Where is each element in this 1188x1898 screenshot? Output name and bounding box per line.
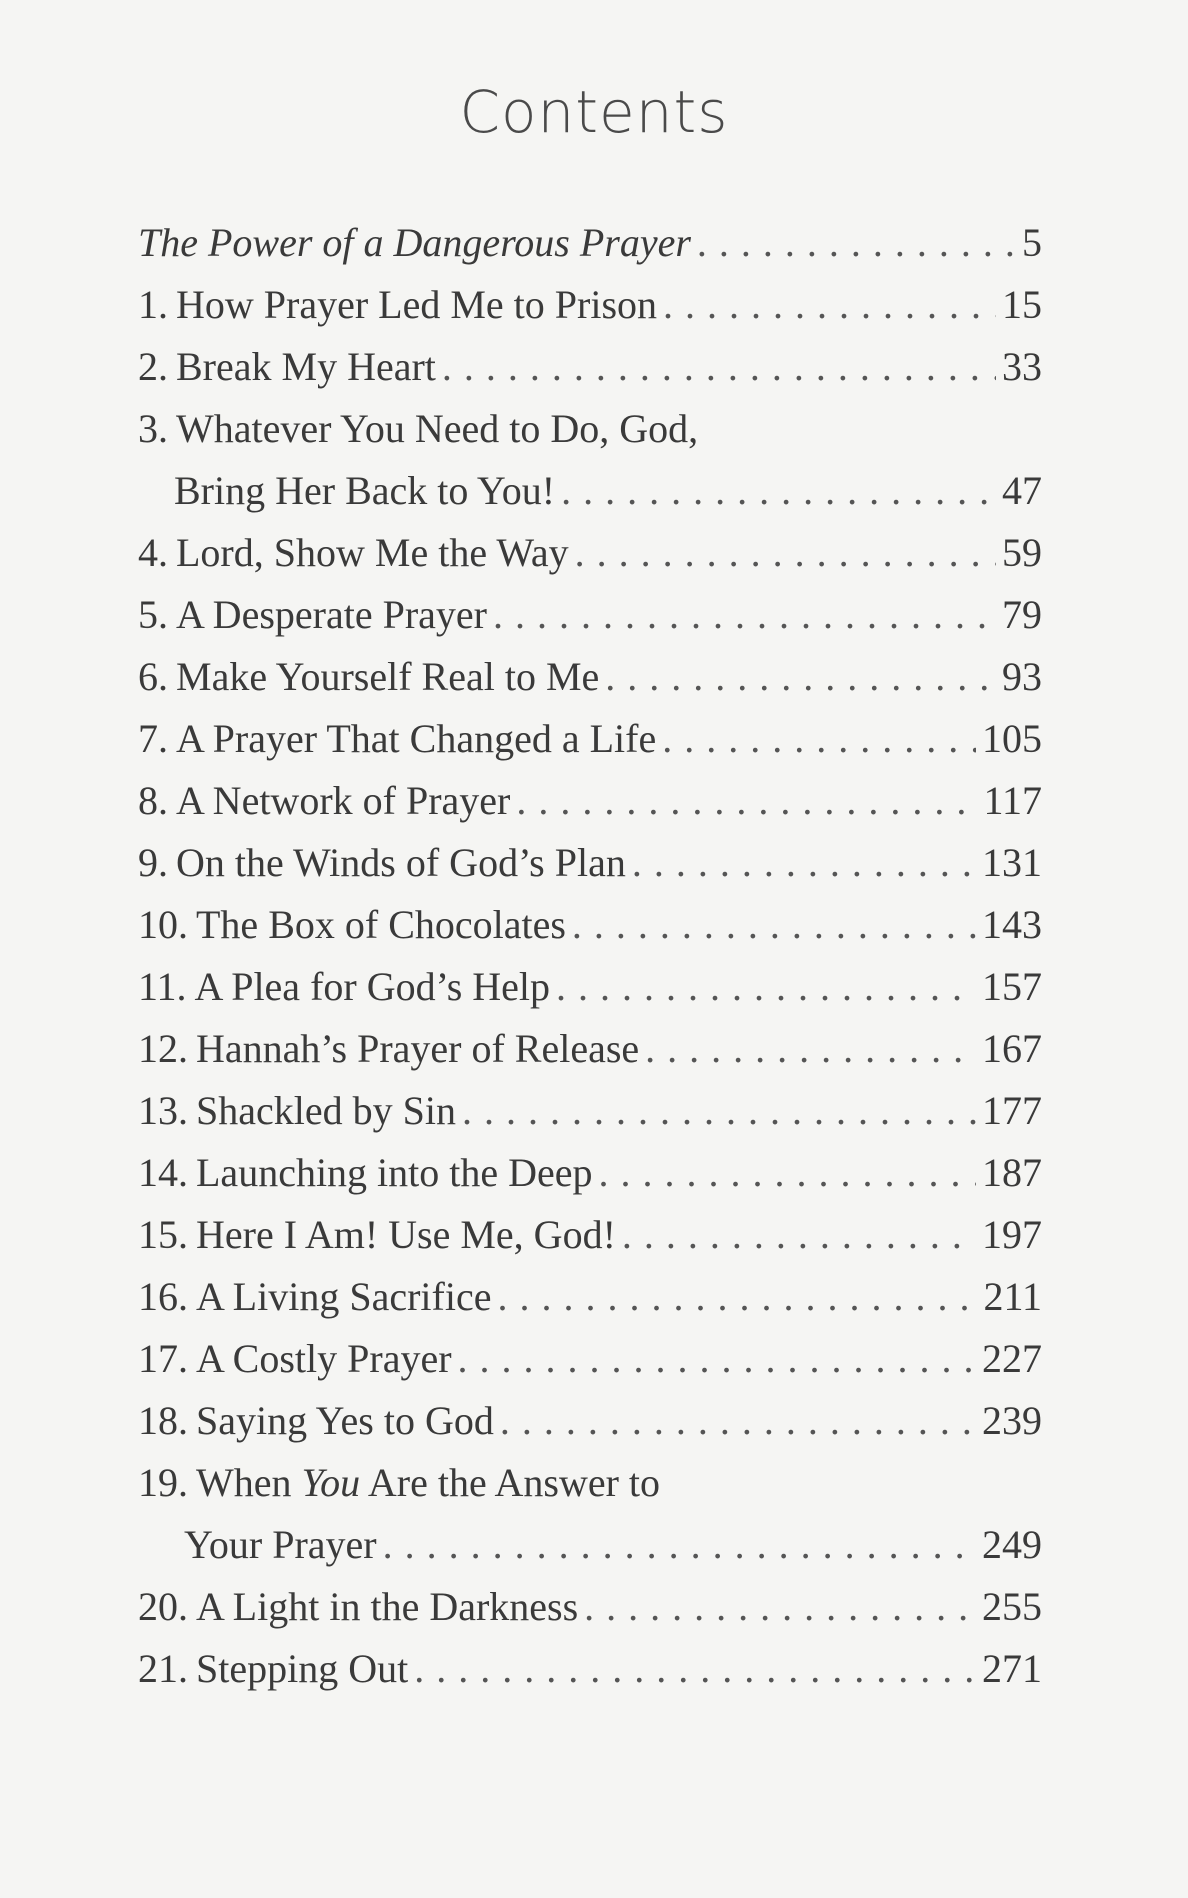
dot-leader — [561, 460, 996, 522]
toc-entry-label: A Desperate Prayer — [176, 592, 487, 637]
toc-entry-page: 167 — [982, 1026, 1042, 1071]
label-emphasis: You — [301, 1460, 361, 1505]
toc-entry-page: 249 — [982, 1522, 1042, 1567]
chapter-number: 7. — [138, 716, 168, 761]
toc-entry-page: 239 — [982, 1398, 1042, 1443]
toc-entry-label: A Plea for God’s Help — [194, 964, 551, 1009]
dot-leader — [442, 336, 996, 398]
chapter-number: 18. — [138, 1398, 188, 1443]
toc-entry-page: 271 — [982, 1646, 1042, 1691]
toc-entry-16[interactable] — [138, 1266, 1042, 1328]
toc-entry-page: 15 — [1002, 282, 1042, 327]
toc-entry-label: Hannah’s Prayer of Release — [196, 1026, 640, 1071]
toc-entry-2[interactable] — [138, 336, 1042, 398]
dot-leader — [462, 1080, 976, 1142]
toc-entry-page: 79 — [1002, 592, 1042, 637]
toc-entry-label: Whatever You Need to Do, God, — [176, 406, 699, 451]
dot-leader — [516, 770, 977, 832]
toc-entry-label: Shackled by Sin — [196, 1088, 456, 1133]
chapter-number: 6. — [138, 654, 168, 699]
dot-leader — [556, 956, 976, 1018]
dot-leader — [500, 1390, 976, 1452]
dot-leader — [605, 646, 996, 708]
toc-entry-label-continued: Bring Her Back to You! — [174, 468, 556, 513]
chapter-number: 20. — [138, 1584, 188, 1629]
toc-entry-page: 211 — [983, 1274, 1042, 1319]
toc-entry-label — [196, 1452, 660, 1514]
dot-leader — [697, 212, 1016, 274]
toc-entry-9[interactable] — [138, 832, 1042, 894]
table-of-contents — [138, 212, 1042, 1700]
toc-entry-15[interactable] — [138, 1204, 1042, 1266]
toc-entry-21[interactable] — [138, 1638, 1042, 1700]
dot-leader — [584, 1576, 976, 1638]
toc-entry-page: 157 — [982, 964, 1042, 1009]
dot-leader — [458, 1328, 976, 1390]
chapter-number: 4. — [138, 530, 168, 575]
toc-entry-label: A Light in the Darkness — [196, 1584, 579, 1629]
toc-entry-label: Saying Yes to God — [196, 1398, 494, 1443]
toc-entry-3[interactable] — [138, 398, 1042, 460]
toc-entry-4[interactable] — [138, 522, 1042, 584]
toc-entry-3-continued[interactable] — [138, 460, 1042, 522]
toc-entry-6[interactable] — [138, 646, 1042, 708]
dot-leader — [645, 1018, 976, 1080]
dot-leader — [493, 584, 996, 646]
toc-entry-prologue[interactable] — [138, 212, 1042, 274]
dot-leader — [622, 1204, 976, 1266]
chapter-number: 9. — [138, 840, 168, 885]
toc-entry-page: 105 — [982, 716, 1042, 761]
toc-entry-label: Launching into the Deep — [196, 1150, 593, 1195]
chapter-number: 8. — [138, 778, 168, 823]
label-part: Are the Answer to — [360, 1460, 661, 1505]
toc-entry-11[interactable] — [138, 956, 1042, 1018]
dot-leader — [599, 1142, 976, 1204]
toc-entry-8[interactable] — [138, 770, 1042, 832]
chapter-number: 21. — [138, 1646, 188, 1691]
toc-entry-14[interactable] — [138, 1142, 1042, 1204]
toc-entry-20[interactable] — [138, 1576, 1042, 1638]
chapter-number: 16. — [138, 1274, 188, 1319]
toc-entry-page: 255 — [982, 1584, 1042, 1629]
chapter-number: 11. — [138, 964, 187, 1009]
dot-leader — [572, 894, 976, 956]
toc-entry-12[interactable] — [138, 1018, 1042, 1080]
chapter-number: 17. — [138, 1336, 188, 1381]
toc-entry-page: 197 — [982, 1212, 1042, 1257]
toc-entry-page: 47 — [1002, 468, 1042, 513]
toc-entry-19-continued[interactable] — [138, 1514, 1042, 1576]
toc-entry-page: 33 — [1002, 344, 1042, 389]
dot-leader — [497, 1266, 977, 1328]
toc-entry-page: 227 — [982, 1336, 1042, 1381]
toc-entry-page: 131 — [982, 840, 1042, 885]
chapter-number: 14. — [138, 1150, 188, 1195]
toc-entry-label: The Power of a Dangerous Prayer — [138, 220, 691, 265]
label-part: When — [196, 1460, 302, 1505]
dot-leader — [632, 832, 976, 894]
toc-entry-page: 93 — [1002, 654, 1042, 699]
page-title: Contents — [459, 78, 729, 146]
toc-entry-label: On the Winds of God’s Plan — [176, 840, 626, 885]
toc-entry-label: A Living Sacrifice — [196, 1274, 492, 1319]
toc-entry-page: 187 — [982, 1150, 1042, 1195]
toc-entry-label: A Network of Prayer — [176, 778, 511, 823]
toc-entry-label: Lord, Show Me the Way — [176, 530, 569, 575]
toc-entry-7[interactable] — [138, 708, 1042, 770]
dot-leader — [662, 708, 976, 770]
toc-entry-page: 5 — [1022, 220, 1042, 265]
dot-leader — [575, 522, 996, 584]
chapter-number: 19. — [138, 1460, 188, 1505]
chapter-number: 15. — [138, 1212, 188, 1257]
toc-entry-19[interactable] — [138, 1452, 1042, 1514]
toc-entry-label: A Prayer That Changed a Life — [176, 716, 657, 761]
toc-entry-label: Here I Am! Use Me, God! — [196, 1212, 616, 1257]
chapter-number: 1. — [138, 282, 168, 327]
toc-entry-label-continued: Your Prayer — [184, 1522, 377, 1567]
chapter-number: 5. — [138, 592, 168, 637]
dot-leader — [663, 274, 996, 336]
chapter-number: 3. — [138, 406, 168, 451]
toc-entry-label: Break My Heart — [176, 344, 436, 389]
chapter-number: 12. — [138, 1026, 188, 1071]
toc-entry-label: A Costly Prayer — [196, 1336, 452, 1381]
toc-entry-label: The Box of Chocolates — [196, 902, 566, 947]
chapter-number: 10. — [138, 902, 188, 947]
toc-entry-5[interactable] — [138, 584, 1042, 646]
toc-entry-label: How Prayer Led Me to Prison — [176, 282, 658, 327]
toc-entry-18[interactable] — [138, 1390, 1042, 1452]
chapter-number: 13. — [138, 1088, 188, 1133]
dot-leader — [414, 1638, 976, 1700]
toc-entry-13[interactable] — [138, 1080, 1042, 1142]
toc-entry-label: Stepping Out — [196, 1646, 409, 1691]
toc-entry-10[interactable] — [138, 894, 1042, 956]
chapter-number: 2. — [138, 344, 168, 389]
toc-entry-page: 117 — [983, 778, 1042, 823]
toc-entry-1[interactable] — [138, 274, 1042, 336]
toc-entry-17[interactable] — [138, 1328, 1042, 1390]
toc-entry-label: Make Yourself Real to Me — [176, 654, 600, 699]
dot-leader — [383, 1514, 976, 1576]
toc-entry-page: 59 — [1002, 530, 1042, 575]
toc-entry-page: 177 — [982, 1088, 1042, 1133]
toc-entry-page: 143 — [982, 902, 1042, 947]
